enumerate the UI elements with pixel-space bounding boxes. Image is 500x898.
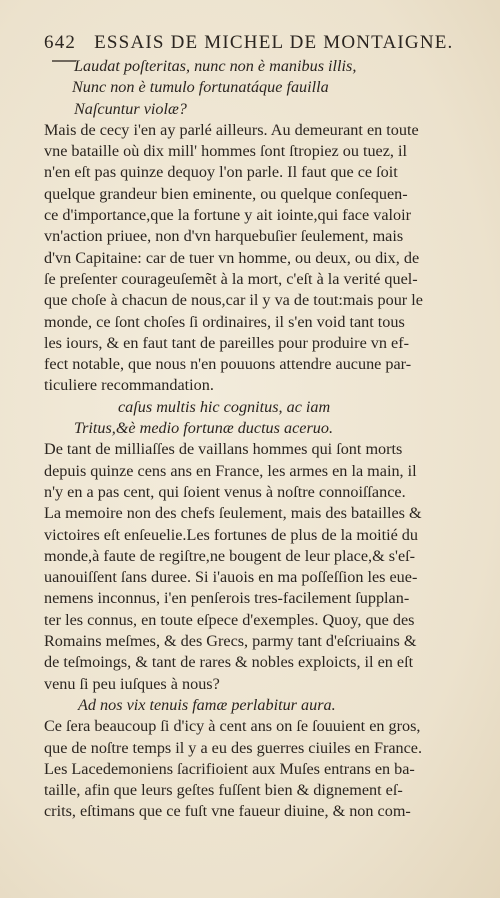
text-line: ticuliere recommandation.	[44, 376, 214, 395]
text-line: monde,à faute de regiſtre,ne bougent de leur place,& s'eſ-	[44, 546, 416, 565]
text-line: d'vn Capitaine: car de tuer vn homme, ou deux, ou dix, de	[44, 248, 420, 267]
text-line: venu ſi peu iuſques à nous?	[44, 674, 220, 693]
text-line: n'en eſt pas quinze dequoy l'on parle. Il faut que ce ſoit	[44, 163, 398, 182]
text-line: nemens inconnus, i'en penſerois tres-facilement ſupplan-	[44, 589, 410, 608]
running-header	[44, 32, 464, 56]
text-line: crits, eſtimans que ce fuſt vne faueur diuine, & non com-	[44, 802, 411, 821]
text-line: victoires eſt enſeuelie.Les fortunes de plus de la moitié du	[44, 525, 418, 544]
verse-line: Ad nos vix tenuis famæ perlabitur aura.	[78, 695, 336, 714]
verse-line: Naſcuntur violæ?	[74, 99, 187, 118]
verse-line: Nunc non è tumulo fortunatáque fauilla	[72, 78, 329, 97]
running-title: ESSAIS DE MICHEL DE MONTAIGNE.	[94, 32, 454, 53]
text-line: quelque grandeur bien eminente, ou quelque conſequen-	[44, 184, 408, 203]
text-line: que choſe à chacun de nous,car il y va de tout:mais pour le	[44, 291, 423, 310]
text-line: depuis quinze cens ans en France, les armes en la main, il	[44, 461, 417, 480]
text-line: ter les connus, en toute eſpece d'exemples. Quoy, que des	[44, 610, 415, 629]
text-line: vn'action priuee, non d'vn harquebuſier ſeulement, mais	[44, 227, 404, 246]
body-text	[44, 56, 490, 823]
text-line: Romains meſmes, & des Grecs, parmy tant d'eſcriuains &	[44, 632, 417, 651]
page-number: 642	[44, 32, 77, 53]
verse-line: Tritus,&è medio fortunæ ductus aceruo.	[74, 419, 333, 438]
verse-line: caſus multis hic cognitus, ac iam	[118, 397, 331, 416]
text-line: fect notable, que nous n'en pouuons attendre aucune par-	[44, 355, 412, 374]
verse-line: Laudat poſteritas, nunc non è manibus illis,	[74, 57, 357, 75]
text-line: Les Lacedemoniens ſacrifioient aux Muſes entrans en ba-	[44, 759, 415, 778]
text-line: ce d'importance,que la fortune y ait iointe,qui face valoir	[44, 206, 411, 225]
text-line: taille, afin que leurs geſtes fuſſent bien & dignement eſ-	[44, 781, 403, 800]
text-line: Ce ſera beaucoup ſi d'icy à cent ans on ſe ſouuient en gros,	[44, 717, 421, 736]
text-line: ſe preſenter courageuſemẽt à la mort, c'eſt à la verité quel-	[44, 269, 418, 288]
text-line: De tant de milliaſſes de vaillans hommes qui ſont morts	[44, 440, 403, 459]
text-line: que de noſtre temps il y a eu des guerres ciuiles en France.	[44, 738, 423, 757]
text-line: de teſmoings, & tant de rares & nobles exploicts, il en eſt	[44, 653, 414, 672]
text-line: Mais de cecy i'en ay parlé ailleurs. Au demeurant en toute	[44, 120, 419, 139]
text-line: La memoire non des chefs ſeulement, mais des batailles &	[44, 504, 422, 523]
text-line: vne bataille où dix mill' hommes ſont ſtropiez ou tuez, il	[44, 142, 408, 161]
text-line: monde, ce ſont choſes ſi ordinaires, il s'en void tant tous	[44, 312, 405, 331]
text-line: n'y en a pas cent, qui ſoient venus à noſtre connoiſſance.	[44, 482, 406, 501]
text-line: les iours, & en faut tant de pareilles pour produire vn ef-	[44, 333, 410, 352]
text-line: uanouiſſent ſans duree. Si i'auois en ma poſſeſſion les eue-	[44, 568, 418, 587]
